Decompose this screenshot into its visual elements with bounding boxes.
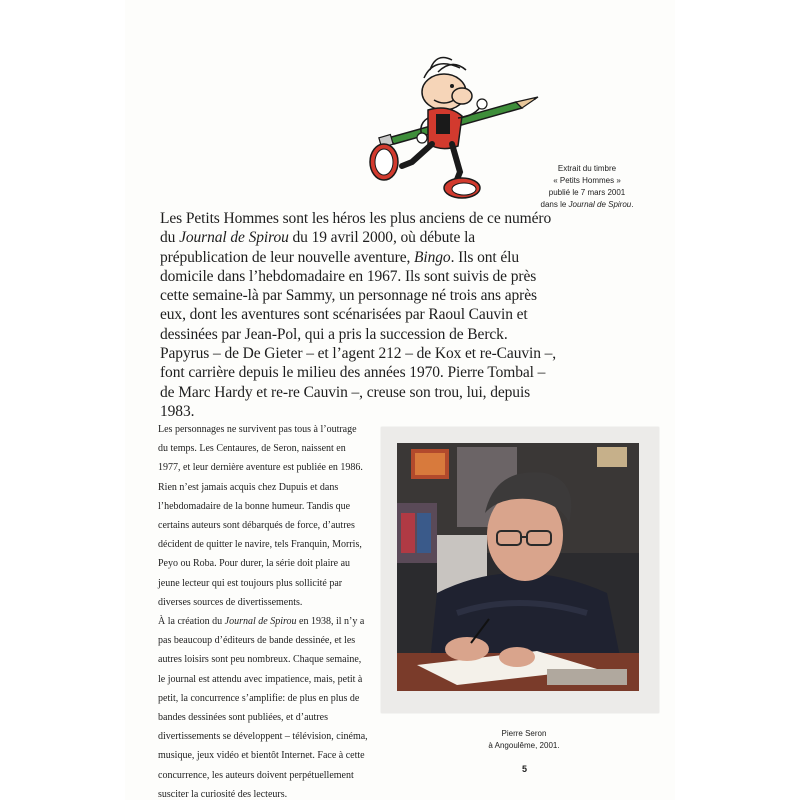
body-paragraph — [158, 612, 368, 804]
caption-text: dans le — [540, 200, 569, 209]
lead-text: . Ils ont élu domicile dans l’hebdomadaire en 1967. Ils sont suivis de près cette semaine-là par Sammy, un personnage né trois ans après eux, dont les aventures sont scénarisées par Raoul Cauvin et dessinées par Jean-Pol, qui a pris la succession de Berck. Papyrus – de De Gieter – et l’agent 212 – de Kox et re-Cauvin –, font carrière depuis le milieu des années 1970. Pierre Tombal – de Marc Hardy et re-re Cauvin –, creuse son trou, lui, depuis 1983. — [160, 248, 557, 420]
illustration-caption — [532, 163, 642, 211]
caption-line: Pierre Seron — [501, 729, 547, 738]
character-icon — [366, 30, 552, 210]
album-title: Bingo — [414, 248, 451, 266]
photo-caption — [480, 728, 568, 752]
caption-text: . — [631, 200, 634, 209]
lead-text: Les Petits Hommes sont les héros les plus anciens de ce numéro du — [160, 210, 552, 247]
body-paragraph: Les personnages ne survivent pas tous à l’outrage du temps. Les Centaures, de Seron, naissent en 1977, et leur dernière aventure est publiée en 1986. Rien n’est jamais acquis chez Dupuis et dans l’hebdomadaire de la bonne humeur. Tandis que certains auteurs sont débarqués de force, d’autres décident de quitter le navire, tels Franquin, Morris, Peyo ou Roba. Pour durer, la série doit plaire au jeune lecteur qui est toujours plus sollicité par diverses sources de divertissements. — [158, 424, 363, 608]
photo-frame — [381, 427, 659, 713]
page-number: 5 — [522, 764, 528, 774]
lead-paragraph — [160, 209, 560, 421]
caption-line: « Petits Hommes » — [553, 176, 621, 185]
body-column — [158, 420, 368, 804]
photo-of-man-signing-icon — [397, 443, 639, 691]
body-text: en 1938, il n’y a pas beaucoup d’éditeurs de bande dessinée, et les autres loisirs sont peu nombreux. Chaque semaine, le journal est attendu avec impatience, mais, petit à petit, la concurrence s’amplifie: de plus en plus de bandes dessinées sont publiées, et d’autres divertissements se développent – télévision, cinéma, musique, jeux vidéo et bientôt Internet. Face à cette concurrence, les auteurs doivent perpétuellement susciter la curiosité des lecteurs. — [158, 616, 368, 800]
caption-line: à Angoulême, 2001. — [488, 741, 560, 750]
caption-journal-title: Journal de Spirou — [568, 200, 632, 209]
body-text: À la création du — [158, 616, 225, 628]
journal-title: Journal de Spirou — [179, 229, 289, 247]
caption-line: publié le 7 mars 2001 — [548, 188, 626, 197]
caption-line: Extrait du timbre — [557, 164, 617, 173]
lead-text: du 19 avril 2000, où débute la prépublication de leur nouvelle aventure, — [160, 229, 476, 266]
petits-hommes-illustration — [366, 30, 552, 210]
journal-title: Journal de Spirou — [224, 616, 297, 628]
